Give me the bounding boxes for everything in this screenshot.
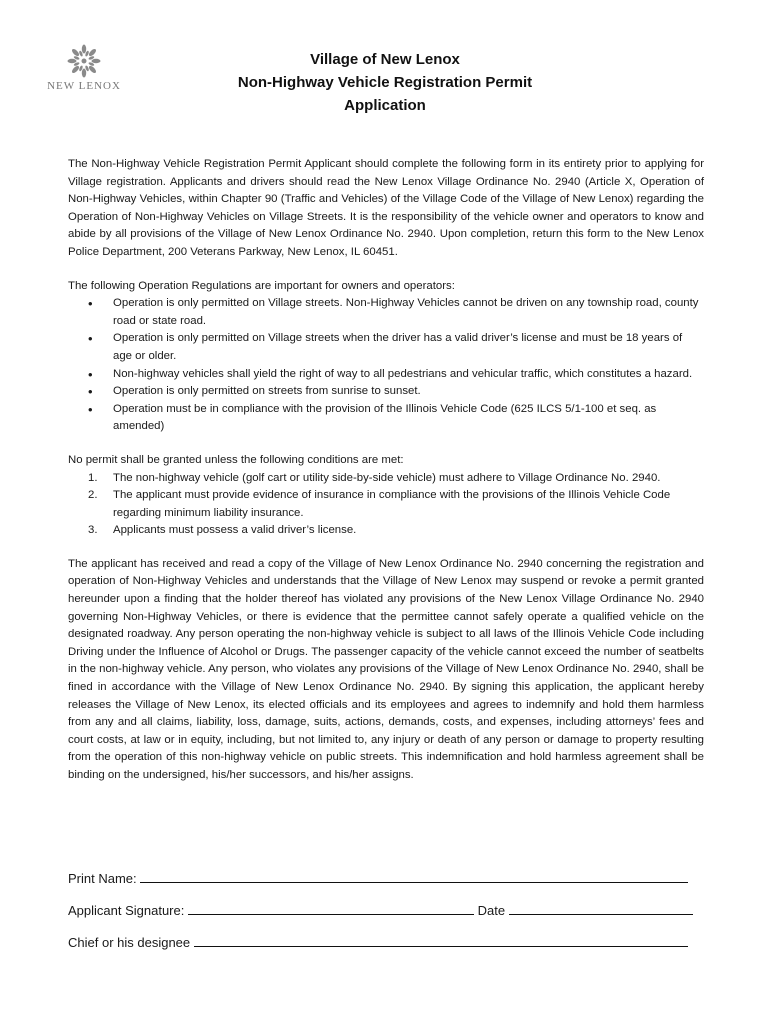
chief-signature-row [68,932,688,950]
starburst-leaf-icon [67,44,101,78]
intro-paragraph: The Non-Highway Vehicle Registration Permit Applicant should complete the following form in its entirety prior to applying for Village registration. Applicants and drivers should read the New Lenox Village Ordinance No. 2940 (Article X, Operation of Non-Highway Vehicles, within Chapter 90 (Traffic and Vehicles) of the Village Code of the Village of New Lenox) regarding the Operation of Non-Highway Vehicles on Village Streets. It is the responsibility of the vehicle owner and operators to know and abide by all provisions of the Village of New Lenox Ordinance No. 2940. Upon completion, return this form to the New Lenox Police Department, 200 Veterans Parkway, New Lenox, IL 60451. [68,158,704,258]
regulations-heading: The following Operation Regulations are important for owners and operators: [68,279,455,292]
title-line: Village of New Lenox [310,51,460,68]
title-line: Non-Highway Vehicle Registration Permit [237,74,533,91]
list-number: 1. [88,471,98,484]
title-line: Application [344,97,426,114]
list-item: • Non-highway vehicles shall yield the right of way to all pedestrians and vehicular traffic, which constitutes a hazard. [68,366,704,384]
list-text: The non-highway vehicle (golf cart or utility side-by-side vehicle) must adhere to Village Ordinance No. 2940. [113,471,661,484]
list-item: • Operation is only permitted on Village streets. Non-Highway Vehicles cannot be driven on any township road, county road or state road. [68,295,704,330]
list-item [68,470,704,488]
applicant-signature-field[interactable] [188,900,474,915]
applicant-signature-row [68,900,693,918]
date-label: Date [477,903,506,918]
chief-signature-field[interactable] [194,932,688,947]
conditions-heading: No permit shall be granted unless the following conditions are met: [68,453,404,466]
print-name-label: Print Name: [68,871,137,886]
date-field[interactable] [509,900,693,915]
list-text: The applicant must provide evidence of insurance in compliance with the provisions of the Illinois Vehicle Code regarding minimum liability insurance. [113,489,671,519]
list-text: Applicants must possess a valid driver’s license. [113,524,357,537]
print-name-field[interactable] [140,868,688,883]
document-title [150,48,620,117]
list-item: • Operation is only permitted on streets from sunrise to sunset. [68,383,704,401]
conditions-list [68,470,704,540]
applicant-signature-label: Applicant Signature: [68,903,185,918]
chief-label: Chief or his designee [68,935,191,950]
list-item: • Operation must be in compliance with the provision of the Illinois Vehicle Code (625 ILCS 5/1-100 et seq. as amended) [68,401,704,436]
regulations-list [68,295,704,436]
document-body [68,156,704,785]
logo-text: NEW LENOX [47,80,121,92]
list-item [68,487,704,522]
list-item: • Operation is only permitted on Village streets when the driver has a valid driver’s license and must be 18 years of age or older. [68,330,704,365]
list-item [68,522,704,540]
list-number: 3. [88,524,98,537]
list-number: 2. [88,489,98,502]
print-name-row [68,868,688,886]
agreement-paragraph: The applicant has received and read a copy of the Village of New Lenox Ordinance No. 2940 concerning the registration and operation of Non-Highway Vehicles and understands that the Village of New Lenox may suspend or revoke a permit granted hereunder upon a finding that the holder thereof has violated any provisions of the New Lenox Village Ordinance No. 2940 governing Non-Highway Vehicles, or there is evidence that the permittee cannot safely operate a qualified vehicle on the designated roadway. Any person operating the non-highway vehicle is subject to all laws of the Illinois Vehicle Code including Driving under the Influence of Alcohol or Drugs. The passenger capacity of the vehicle cannot exceed the number of seatbelts in the non-highway vehicle. Any person, who violates any provisions of the Village of New Lenox Ordinance No. 2940, shall be fined in accordance with the Village of New Lenox Ordinance No. 2940. By signing this application, the applicant hereby releases the Village of New Lenox, its elected officials and its employees and agrees to indemnify and hold them harmless from any and all claims, liability, loss, damage, suits, actions, demands, costs, and expenses, including attorneys’ fees and court costs, at law or in equity, including, but not limited to, any injury or death of any person or damage to property resulting from the operation of this non-highway vehicle on public streets. This indemnification and hold harmless agreement shall be binding on the undersigned, his/her successors, and his/her assigns. [68,557,704,781]
village-logo [44,44,124,104]
